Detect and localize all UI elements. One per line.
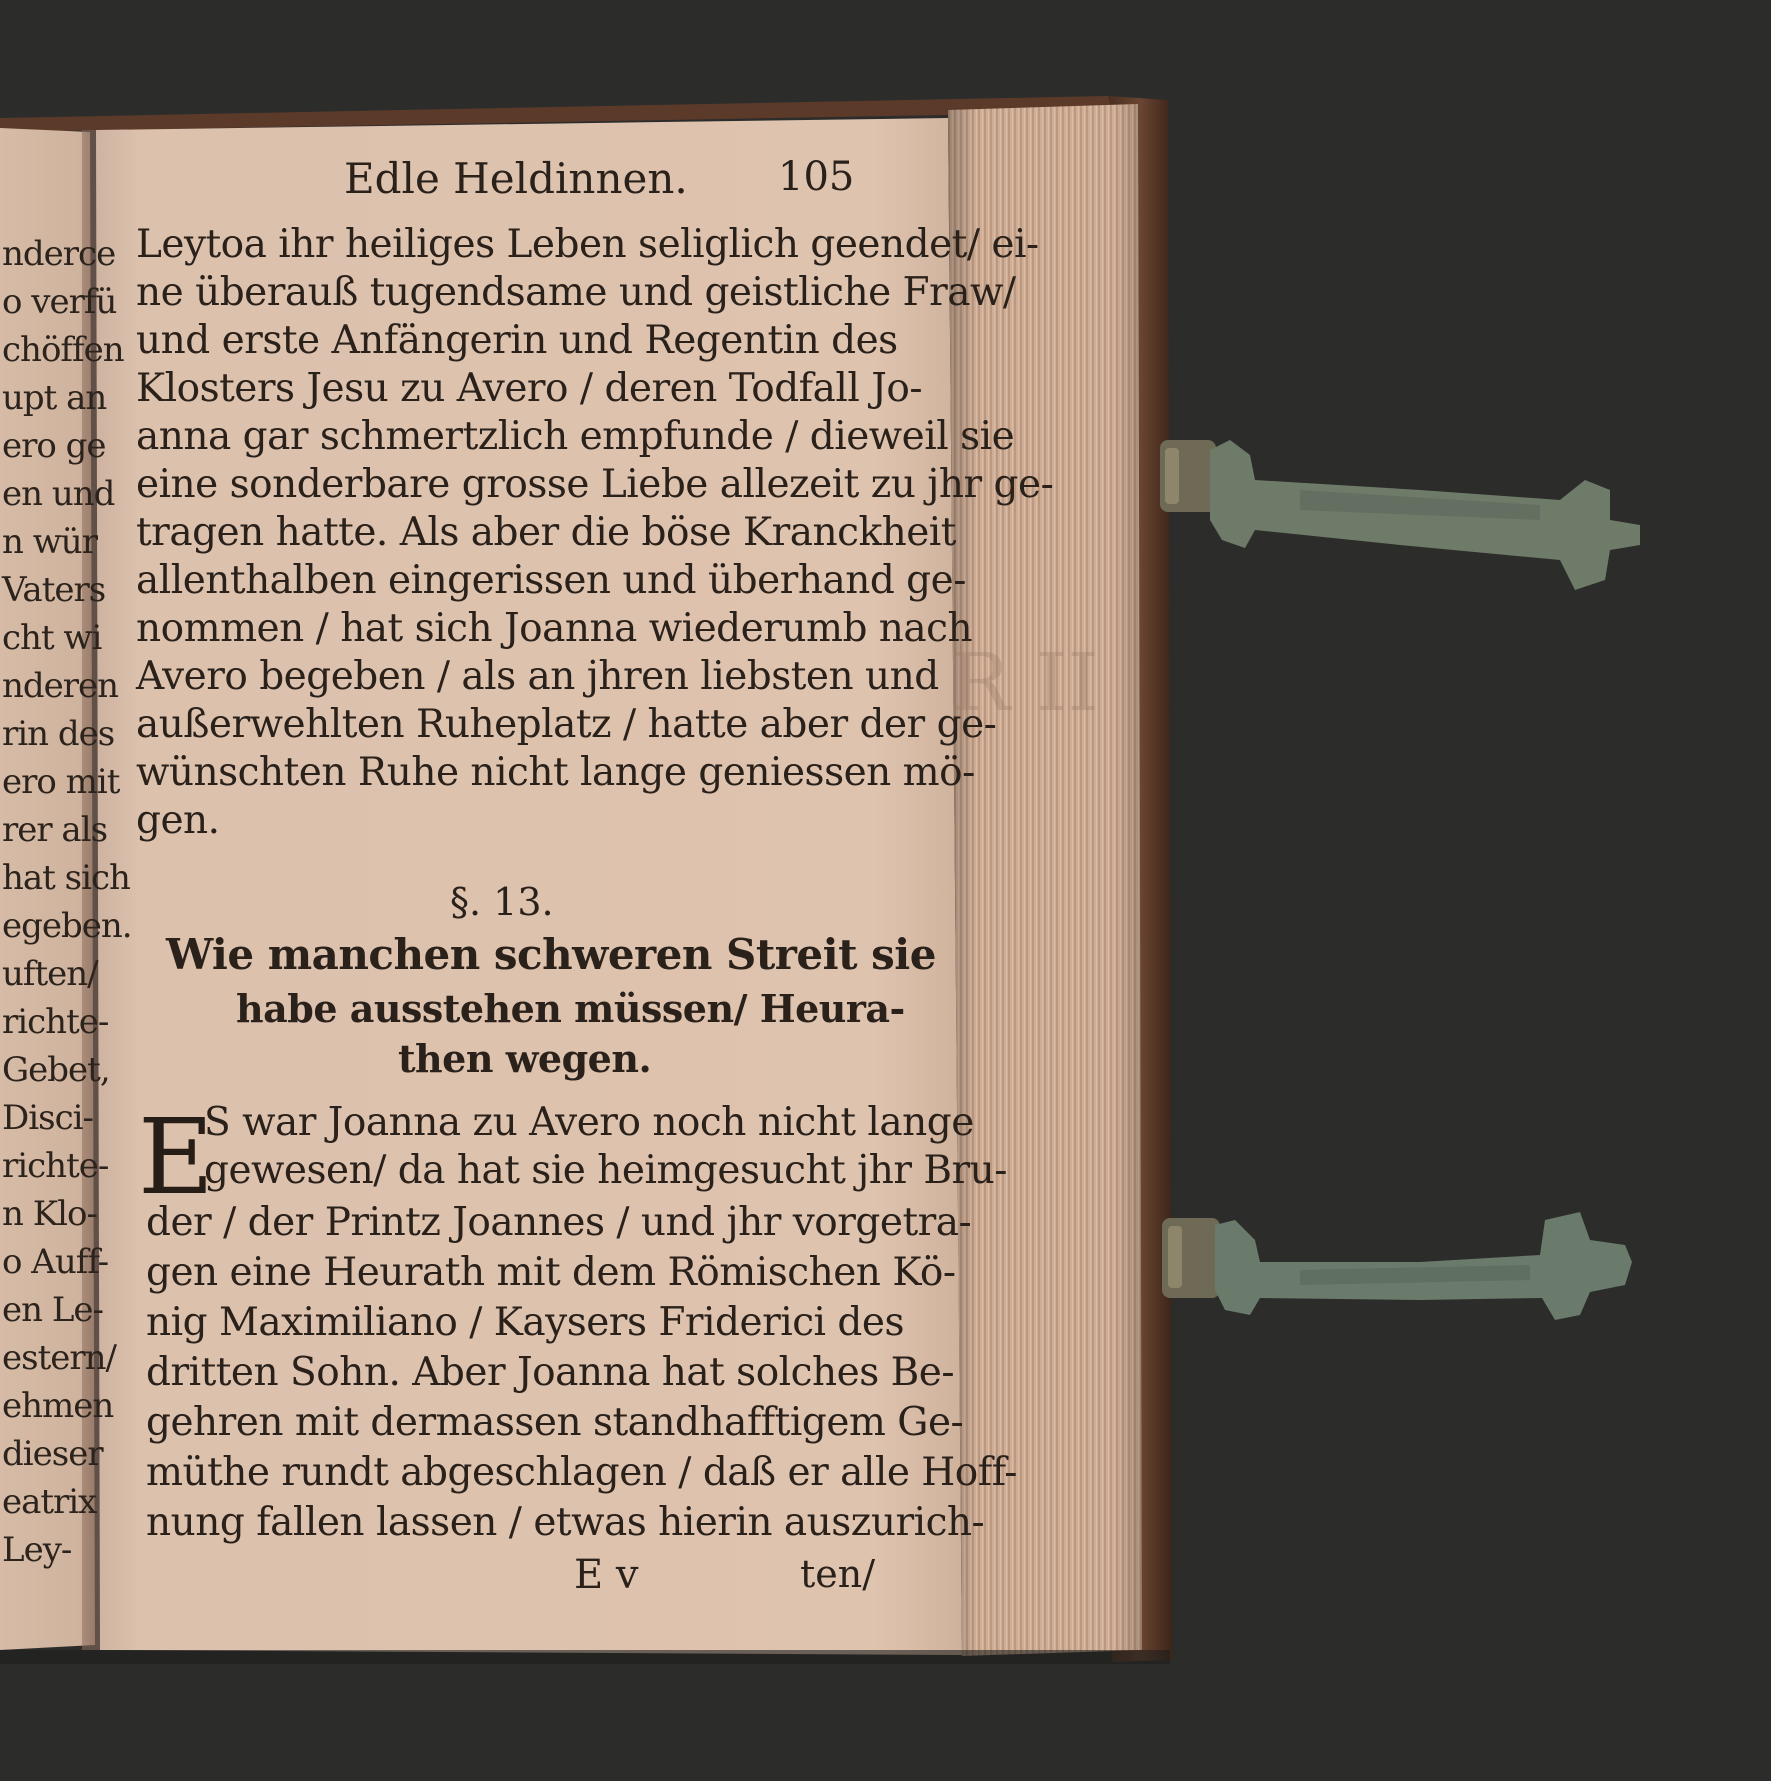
left-fragment: uften/ <box>2 954 98 994</box>
left-fragment: n Klo- <box>2 1194 97 1234</box>
text-line: Leytoa ihr heiliges Leben seliglich geendet/ ei- <box>136 222 1039 267</box>
left-fragment: Disci- <box>2 1098 93 1138</box>
left-fragment: chöffen <box>2 330 124 370</box>
section-title-line: habe ausstehen müssen/ Heura- <box>236 986 905 1031</box>
left-fragment: dieser <box>2 1434 103 1474</box>
text-line: müthe rundt abgeschlagen / daß er alle Hoff- <box>146 1450 1017 1495</box>
text-line: wünschten Ruhe nicht lange geniessen mö- <box>136 750 975 795</box>
catchword: ten/ <box>800 1552 876 1596</box>
text-line: gen eine Heurath mit dem Römischen Kö- <box>146 1250 956 1295</box>
left-fragment: en Le- <box>2 1290 104 1330</box>
section-number: §. 13. <box>450 880 554 924</box>
left-fragment: Vaters <box>2 570 106 610</box>
left-fragment: egeben. <box>2 906 132 946</box>
text-line: nung fallen lassen / etwas hierin auszurich- <box>146 1500 985 1545</box>
left-fragment: ero mit <box>2 762 120 802</box>
text-line: S war Joanna zu Avero noch nicht lange <box>204 1100 974 1145</box>
text-line: nig Maximiliano / Kaysers Friderici des <box>146 1300 904 1345</box>
left-fragment: rin des <box>2 714 115 754</box>
text-line: tragen hatte. Als aber die böse Kranckheit <box>136 510 956 555</box>
top-clasp <box>1160 440 1640 590</box>
text-line: gen. <box>136 798 220 843</box>
left-fragment: richte- <box>2 1002 109 1042</box>
text-line: gewesen/ da hat sie heimgesucht jhr Bru- <box>204 1148 1007 1193</box>
left-fragment: n wür <box>2 522 97 562</box>
text-line: anna gar schmertzlich empfunde / dieweil sie <box>136 414 1015 459</box>
text-line: außerwehlten Ruheplatz / hatte aber der ge- <box>136 702 997 747</box>
running-head: Edle Heldinnen. <box>344 154 688 203</box>
fore-edge-mark: R II <box>950 636 1099 729</box>
left-fragment: o Auff- <box>2 1242 109 1282</box>
left-fragment: o verfü <box>2 282 117 322</box>
left-fragment: cht wi <box>2 618 102 658</box>
left-fragment: nderen <box>2 666 119 706</box>
text-line: Klosters Jesu zu Avero / deren Todfall Jo- <box>136 366 923 411</box>
left-fragment: ero ge <box>2 426 106 466</box>
text-line: Avero begeben / als an jhren liebsten und <box>136 654 939 699</box>
section-title-line: then wegen. <box>398 1036 652 1081</box>
signature-mark: E v <box>574 1552 639 1598</box>
drop-cap: E <box>138 1096 214 1218</box>
left-fragment: eatrix <box>2 1482 97 1522</box>
left-fragment: estern/ <box>2 1338 116 1378</box>
left-fragment: Ley- <box>2 1530 72 1570</box>
text-line: gehren mit dermassen standhafftigem Ge- <box>146 1400 964 1445</box>
left-fragment: nderce <box>2 234 116 274</box>
text-line: nommen / hat sich Joanna wiederumb nach <box>136 606 973 651</box>
text-line: dritten Sohn. Aber Joanna hat solches Be- <box>146 1350 955 1395</box>
text-line: eine sonderbare grosse Liebe allezeit zu jhr ge- <box>136 462 1054 507</box>
left-fragment: ehmen <box>2 1386 114 1426</box>
left-fragment: rer als <box>2 810 108 850</box>
text-line: und erste Anfängerin und Regentin des <box>136 318 898 363</box>
left-fragment: en und <box>2 474 115 514</box>
section-title-line: Wie manchen schweren Streit sie <box>166 930 936 979</box>
text-line: allenthalben eingerissen und überhand ge- <box>136 558 966 603</box>
left-fragment: Gebet, <box>2 1050 110 1090</box>
left-fragment: upt an <box>2 378 107 418</box>
text-line: der / der Printz Joannes / und jhr vorgetra- <box>146 1200 972 1245</box>
left-fragment: hat sich <box>2 858 130 898</box>
page-number: 105 <box>778 154 855 200</box>
text-line: ne überauß tugendsame und geistliche Fraw/ <box>136 270 1016 315</box>
left-fragment: richte- <box>2 1146 109 1186</box>
bottom-clasp <box>1162 1212 1632 1320</box>
